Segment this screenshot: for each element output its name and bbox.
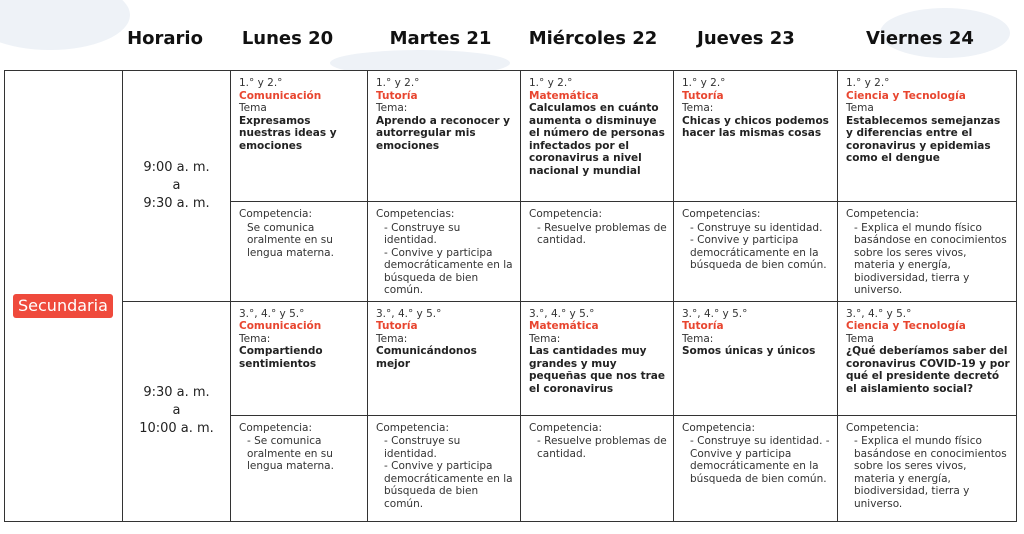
competency-item: - Resuelve problemas de cantidad. — [537, 221, 667, 246]
lesson-cell — [838, 301, 1017, 415]
tema-text: Somos únicas y únicos — [682, 345, 816, 357]
header-day-friday: Viernes 24 — [866, 28, 974, 49]
competency-item: - Construye su identidad. — [384, 221, 461, 246]
competency-title: Competencia: — [846, 421, 920, 434]
lesson-cell — [231, 301, 368, 415]
tema-text: ¿Qué deberíamos saber del coronavirus COVID-19 y por qué el presidente decretó el aislamiento social? — [846, 345, 1010, 395]
subject-label: Ciencia y Tecnología — [846, 320, 966, 332]
competency-cell — [838, 415, 1017, 521]
tema-label: Tema: — [682, 332, 714, 345]
competency-title: Competencias: — [376, 208, 455, 220]
competency-title: Competencia: — [376, 421, 450, 434]
tema-label: Tema: — [376, 102, 408, 114]
competency-cell — [368, 415, 521, 521]
subject-label: Tutoría — [682, 89, 724, 102]
grade-label: 1.° y 2.° — [682, 77, 726, 89]
competency-cell — [521, 202, 674, 302]
time-start: 9:00 a. m. — [143, 159, 210, 175]
competency-title: Competencia: — [529, 208, 603, 220]
time-start: 9:30 a. m. — [143, 385, 210, 400]
subject-label: Tutoría — [682, 320, 724, 332]
competency-cell — [231, 415, 368, 521]
subject-label: Matemática — [529, 320, 599, 332]
competency-title: Competencias: — [682, 208, 761, 220]
grade-label: 3.°, 4.° y 5.° — [239, 307, 305, 320]
subject-label: Comunicación — [239, 320, 322, 332]
competency-title: Competencia: — [529, 421, 603, 434]
lesson-cell — [521, 71, 674, 202]
grade-label: 1.° y 2.° — [529, 77, 573, 89]
competency-item: - Explica el mundo físico basándose en conocimientos sobre los seres vivos, materia y energía, biodiversidad, tierra y universo. — [854, 221, 1007, 296]
header-day-tuesday: Martes 21 — [389, 28, 492, 49]
competency-cell — [368, 202, 521, 302]
subject-label: Comunicación — [239, 89, 322, 102]
lesson-cell — [674, 71, 838, 202]
lesson-cell — [521, 301, 674, 415]
tema-label: Tema — [846, 332, 874, 345]
tema-text: Calculamos en cuánto aumenta o disminuye el número de personas infectados por el coronavirus a nivel nacional y mundial — [529, 102, 665, 177]
time-separator: a — [172, 177, 181, 193]
tema-text: Comunicándonos mejor — [376, 345, 477, 370]
header-day-wednesday: Miércoles 22 — [528, 28, 658, 49]
lesson-cell — [838, 71, 1017, 202]
competency-cell — [674, 415, 838, 521]
time-separator: a — [172, 403, 181, 418]
time-cell — [123, 301, 231, 521]
competency-title: Competencia: — [239, 421, 313, 434]
grade-label: 1.° y 2.° — [239, 77, 283, 89]
subject-label: Matemática — [529, 89, 599, 102]
competency-cell — [521, 415, 674, 521]
competency-cell — [838, 202, 1017, 302]
tema-text: Las cantidades muy grandes y muy pequeñas que nos trae el coronavirus — [529, 345, 665, 395]
tema-label: Tema — [846, 102, 874, 114]
lesson-cell — [368, 301, 521, 415]
competency-item: - Convive y participa democráticamente en la búsqueda de bien común. — [384, 460, 513, 510]
competency-cell — [674, 202, 838, 302]
grade-label: 1.° y 2.° — [846, 77, 890, 89]
competency-item: - Construye su identidad. - Convive y participa democráticamente en la búsqueda de bien común. — [690, 435, 830, 485]
competency-item: - Convive y participa democráticamente en la búsqueda de bien común. — [384, 246, 513, 296]
header-day-thursday: Jueves 23 — [697, 28, 795, 49]
competency-item: - Explica el mundo físico basándose en conocimientos sobre los seres vivos, materia y energía, biodiversidad, tierra y universo. — [854, 435, 1007, 510]
tema-text: Aprendo a reconocer y autorregular mis emociones — [376, 114, 510, 152]
tema-text: Expresamos nuestras ideas y emociones — [239, 114, 337, 152]
tema-label: Tema: — [376, 332, 408, 345]
level-cell — [5, 71, 123, 522]
competency-item: - Resuelve problemas de cantidad. — [537, 435, 667, 460]
tema-label: Tema: — [682, 102, 714, 114]
background-cloud — [0, 0, 130, 50]
level-badge: Secundaria — [13, 294, 113, 318]
tema-text: Compartiendo sentimientos — [239, 345, 323, 370]
subject-label: Tutoría — [376, 320, 418, 332]
grade-label: 1.° y 2.° — [376, 77, 420, 89]
competency-cell — [231, 202, 368, 302]
tema-label: Tema — [239, 102, 267, 114]
time-cell — [123, 71, 231, 302]
subject-label: Tutoría — [376, 89, 418, 102]
header-day-monday: Lunes 20 — [241, 28, 334, 49]
competency-item: - Construye su identidad. — [384, 435, 461, 460]
time-end: 9:30 a. m. — [143, 195, 210, 211]
grade-label: 3.°, 4.° y 5.° — [529, 307, 595, 320]
competency-title: Competencia: — [682, 421, 756, 434]
grade-label: 3.°, 4.° y 5.° — [376, 307, 442, 320]
lesson-cell — [231, 71, 368, 202]
time-end: 10:00 a. m. — [139, 421, 214, 436]
competency-item: - Se comunica oralmente en su lengua materna. — [247, 435, 334, 472]
grade-label: 3.°, 4.° y 5.° — [682, 307, 748, 320]
lesson-cell — [368, 71, 521, 202]
tema-text: Chicas y chicos podemos hacer las mismas cosas — [682, 114, 829, 139]
competency-title: Competencia: — [239, 208, 313, 220]
tema-text: Establecemos semejanzas y diferencias entre el coronavirus y epidemias como el dengue — [846, 114, 1001, 164]
header-horario: Horario — [127, 28, 203, 49]
competency-item: - Convive y participa democráticamente en la búsqueda de bien común. — [690, 234, 827, 271]
lesson-cell — [674, 301, 838, 415]
schedule-table — [4, 70, 1017, 522]
grade-label: 3.°, 4.° y 5.° — [846, 307, 912, 320]
competency-item: Se comunica oralmente en su lengua materna. — [247, 221, 334, 259]
competency-item: - Construye su identidad. — [690, 221, 823, 234]
subject-label: Ciencia y Tecnología — [846, 89, 966, 102]
tema-label: Tema: — [239, 332, 271, 345]
tema-label: Tema: — [529, 332, 561, 345]
competency-title: Competencia: — [846, 208, 920, 220]
